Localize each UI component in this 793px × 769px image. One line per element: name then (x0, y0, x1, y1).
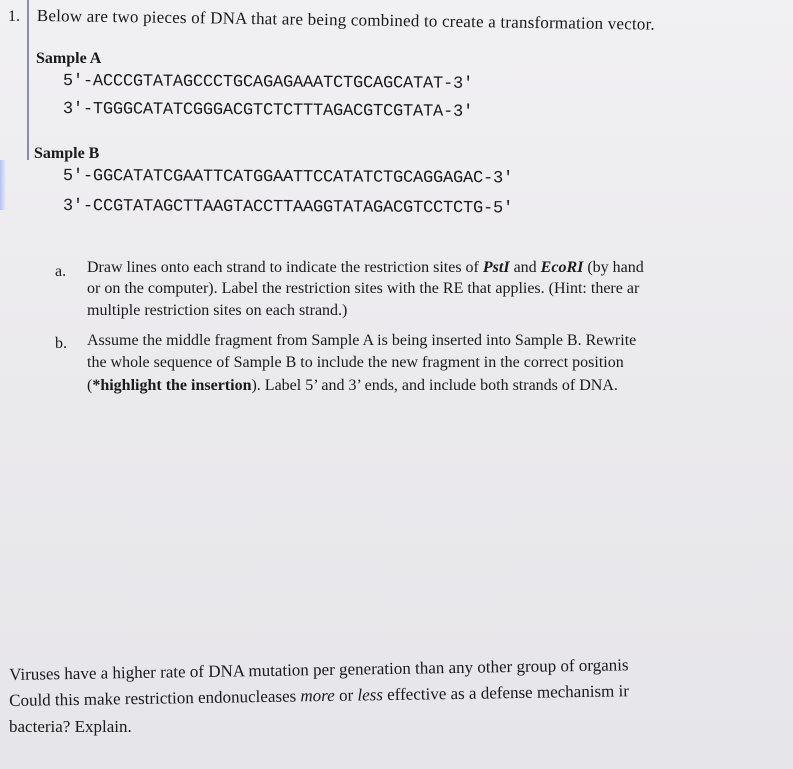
word-less: less (357, 685, 384, 705)
part-b-letter: b. (55, 335, 67, 352)
enzyme-psti: PstI (482, 259, 510, 276)
sample-a-bottom-strand: 3'-TGGGCATATCGGGACGTCTCTTTAGACGTCGTATA-3' (62, 100, 474, 122)
sample-b-bottom-strand: 3'-CCGTATAGCTTAAGTACCTTAAGGTATAGACGTCCTCTG-5' (62, 197, 514, 219)
virus-question-line-3: bacteria? Explain. (9, 717, 132, 736)
part-a-line-1-text: Draw lines onto each strand to indicate the restriction sites of (87, 259, 483, 276)
question-number: 1. (8, 8, 20, 25)
part-a-line-1-end: (by hand (583, 259, 644, 276)
virus-line-2-text: Could this make restriction endonucleases (9, 686, 301, 710)
highlight-instruction: *highlight the insertion (92, 377, 252, 394)
part-a-line-2: or on the computer). Label the restriction sites with the RE that applies. (Hint: there ar (87, 280, 640, 297)
virus-line-2-end: effective as a defense mechanism ir (382, 681, 630, 705)
part-b-line-3-end: ). Label 5’ and 3’ ends, and include both strands of DNA. (251, 377, 618, 394)
enzyme-ecori: EcoRI (540, 259, 584, 276)
part-b-paren: ( (87, 377, 93, 394)
part-a-and: and (509, 259, 541, 276)
question-intro: Below are two pieces of DNA that are being combined to create a transformation vector. (36, 6, 656, 34)
margin-line (27, 0, 29, 160)
virus-question-line-2 (9, 680, 629, 712)
word-more: more (300, 685, 335, 706)
part-a-line-3: multiple restriction sites on each strand.) (87, 302, 348, 319)
ink-mark (0, 160, 6, 210)
sample-a-top-strand: 5'-ACCCGTATAGCCCTGCAGAGAAATCTGCAGCATAT-3' (62, 72, 474, 94)
word-or: or (334, 685, 358, 705)
sample-b-label: Sample B (34, 145, 100, 162)
part-b-line-2: the whole sequence of Sample B to include the new fragment in the correct position (87, 354, 624, 371)
part-a-line-1 (87, 258, 644, 278)
part-a-letter: a. (55, 263, 67, 280)
sample-b-top-strand: 5'-GGCATATCGAATTCATGGAATTCCATATCTGCAGGAGAC-3' (62, 167, 514, 189)
part-b-line-1: Assume the middle fragment from Sample A is being inserted into Sample B. Rewrite (87, 332, 637, 349)
sample-a-label: Sample A (36, 50, 102, 67)
part-b-line-3 (87, 376, 618, 396)
virus-question-line-1: Viruses have a higher rate of DNA mutation per generation than any other group of organis (9, 655, 629, 684)
